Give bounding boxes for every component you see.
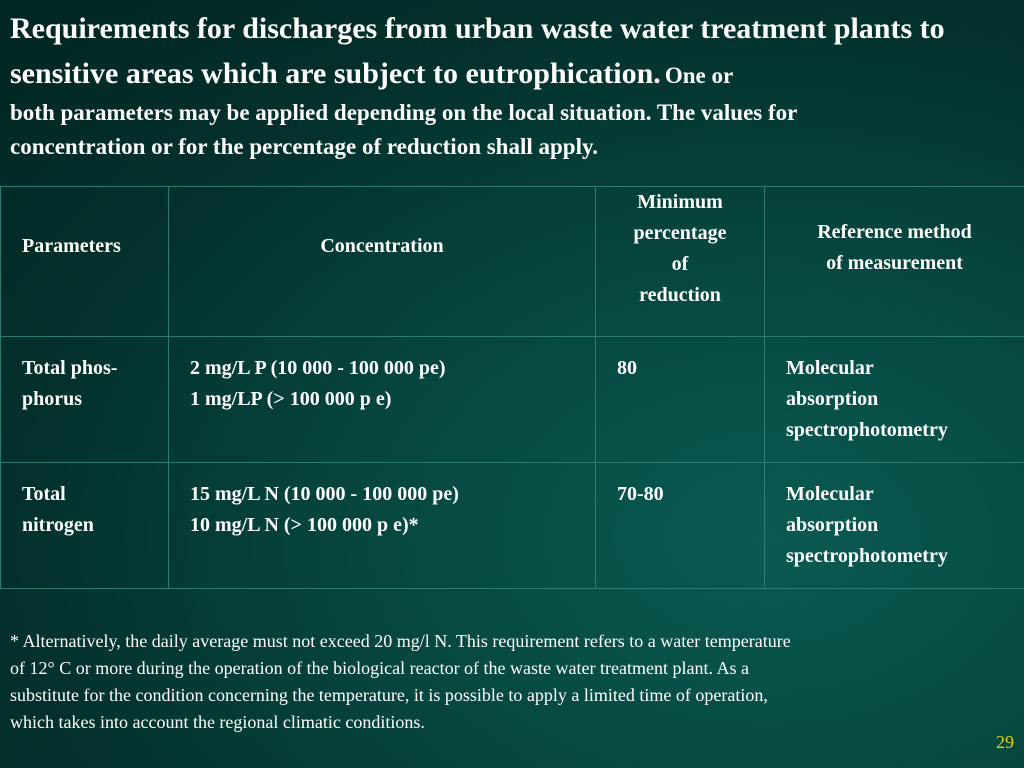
cell-text-line: phorus [22, 388, 83, 410]
header-cell-parameters [1, 187, 169, 337]
footnote [10, 628, 1015, 736]
cell-text-line: 15 mg/L N (10 000 - 100 000 pe) [190, 483, 459, 505]
cell-parameter [1, 463, 169, 589]
slide-subtitle-line: both parameters may be applied depending on the local situation. The values for [10, 100, 798, 125]
slide-subtitle-line: concentration or for the percentage of reduction shall apply. [10, 134, 598, 159]
header-label-line: of measurement [826, 252, 963, 274]
cell-text-line: 70-80 [617, 483, 664, 505]
cell-text-line: spectrophotometry [786, 419, 948, 441]
slide-subtitle-start: One or [664, 63, 734, 88]
cell-method [765, 463, 1024, 589]
header-cell-min-reduction [596, 187, 765, 337]
footnote-line: of 12° C or more during the operation of the biological reactor of the waste water treatment plant. As a [10, 658, 749, 678]
footnote-line: * Alternatively, the daily average must not exceed 20 mg/l N. This requirement refers to a water temperature [10, 631, 791, 651]
cell-concentration [169, 463, 596, 589]
header-label-line: reduction [639, 284, 721, 306]
header-label: Concentration [320, 235, 444, 257]
cell-method [765, 337, 1024, 463]
footnote-line: which takes into account the regional climatic conditions. [10, 712, 425, 732]
footnote-line: substitute for the condition concerning the temperature, it is possible to apply a limited time of operation, [10, 685, 768, 705]
requirements-table [0, 186, 1024, 589]
header-cell-reference-method [765, 187, 1024, 337]
cell-text-line: 80 [617, 357, 637, 379]
page-number: 29 [996, 732, 1014, 752]
slide-heading [10, 6, 1010, 164]
cell-text-line: 2 mg/L P (10 000 - 100 000 pe) [190, 357, 446, 379]
cell-min-reduction [596, 337, 765, 463]
cell-text-line: absorption [786, 388, 879, 410]
cell-text-line: Total phos- [22, 357, 118, 379]
header-label-line: Minimum [637, 191, 723, 213]
cell-text-line: spectrophotometry [786, 545, 948, 567]
table-row [1, 463, 1024, 589]
header-label-line: of [671, 253, 689, 275]
slide-title: Requirements for discharges from urban waste water treatment plants to sensitive areas which are subject to eutrophication. [10, 12, 945, 90]
cell-text-line: nitrogen [22, 514, 94, 536]
cell-text-line: absorption [786, 514, 879, 536]
cell-concentration [169, 337, 596, 463]
header-label-line: percentage [633, 222, 727, 244]
cell-parameter [1, 337, 169, 463]
table-header-row [1, 187, 1024, 337]
cell-min-reduction [596, 463, 765, 589]
cell-text-line: Total [22, 483, 66, 505]
header-label-line: Reference method [817, 221, 972, 243]
table-row [1, 337, 1024, 463]
header-label: Parameters [22, 235, 121, 257]
cell-text-line: 10 mg/L N (> 100 000 p e)* [190, 514, 419, 536]
cell-text-line: Molecular [786, 483, 874, 505]
cell-text-line: Molecular [786, 357, 874, 379]
header-cell-concentration [169, 187, 596, 337]
cell-text-line: 1 mg/LP (> 100 000 p e) [190, 388, 392, 410]
